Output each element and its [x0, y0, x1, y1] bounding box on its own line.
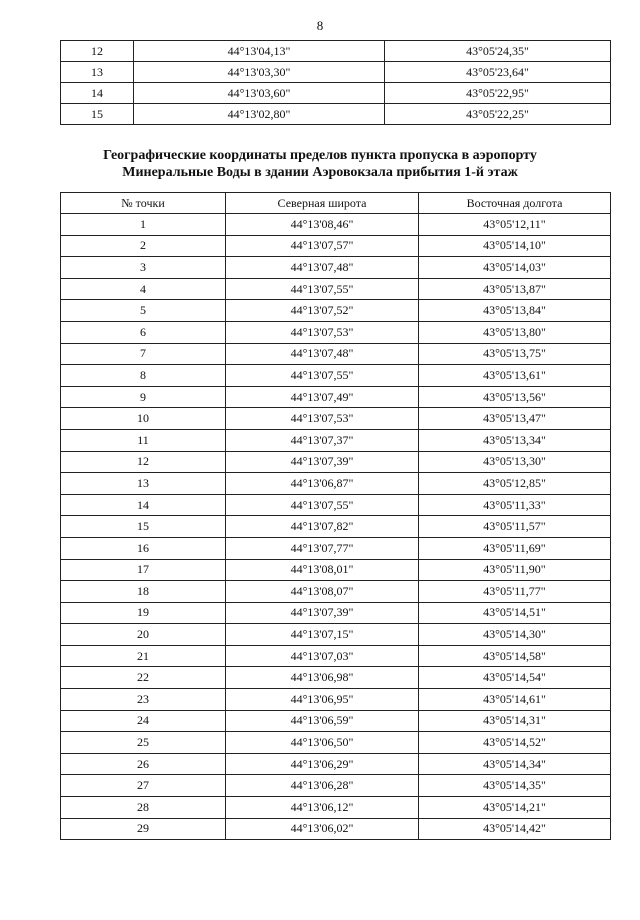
longitude-cell: 43°05'11,90" [419, 559, 611, 581]
point-number-cell: 11 [61, 429, 226, 451]
table-row [61, 537, 611, 559]
longitude-cell: 43°05'14,58" [419, 645, 611, 667]
point-number-cell: 24 [61, 710, 226, 732]
point-number-cell: 6 [61, 321, 226, 343]
longitude-cell: 43°05'13,56" [419, 386, 611, 408]
table-row [61, 386, 611, 408]
table-row [61, 365, 611, 387]
latitude-cell: 44°13'06,98" [226, 667, 419, 689]
table-row [61, 494, 611, 516]
table-row [61, 83, 611, 104]
latitude-cell: 44°13'06,02" [226, 818, 419, 840]
longitude-cell: 43°05'11,77" [419, 581, 611, 603]
point-number-cell: 12 [61, 451, 226, 473]
latitude-cell: 44°13'04,13" [134, 41, 385, 62]
longitude-cell: 43°05'13,80" [419, 321, 611, 343]
point-number-cell: 13 [61, 62, 134, 83]
table-row [61, 300, 611, 322]
table-row [61, 818, 611, 840]
table-row [61, 429, 611, 451]
longitude-cell: 43°05'14,31" [419, 710, 611, 732]
table-row [61, 321, 611, 343]
point-number-cell: 14 [61, 83, 134, 104]
latitude-cell: 44°13'06,95" [226, 689, 419, 711]
latitude-cell: 44°13'07,03" [226, 645, 419, 667]
table-row [61, 235, 611, 257]
coordinates-table-body [61, 214, 611, 840]
latitude-cell: 44°13'06,29" [226, 753, 419, 775]
table-row [61, 41, 611, 62]
section-title [0, 147, 640, 181]
longitude-cell: 43°05'24,35" [385, 41, 611, 62]
latitude-cell: 44°13'08,01" [226, 559, 419, 581]
latitude-cell: 44°13'07,55" [226, 278, 419, 300]
longitude-cell: 43°05'13,30" [419, 451, 611, 473]
latitude-cell: 44°13'07,77" [226, 537, 419, 559]
latitude-cell: 44°13'07,52" [226, 300, 419, 322]
latitude-cell: 44°13'07,57" [226, 235, 419, 257]
point-number-cell: 23 [61, 689, 226, 711]
longitude-cell: 43°05'13,34" [419, 429, 611, 451]
longitude-cell: 43°05'13,61" [419, 365, 611, 387]
latitude-cell: 44°13'02,80" [134, 104, 385, 125]
longitude-cell: 43°05'11,69" [419, 537, 611, 559]
point-number-cell: 26 [61, 753, 226, 775]
point-number-cell: 29 [61, 818, 226, 840]
latitude-cell: 44°13'03,60" [134, 83, 385, 104]
point-number-cell: 15 [61, 516, 226, 538]
latitude-cell: 44°13'07,15" [226, 624, 419, 646]
latitude-cell: 44°13'07,53" [226, 408, 419, 430]
table-row [61, 343, 611, 365]
point-number-cell: 9 [61, 386, 226, 408]
point-number-cell: 4 [61, 278, 226, 300]
table-row [61, 710, 611, 732]
table-row [61, 797, 611, 819]
table-row [61, 278, 611, 300]
latitude-cell: 44°13'08,46" [226, 214, 419, 236]
point-number-cell: 28 [61, 797, 226, 819]
longitude-cell: 43°05'14,34" [419, 753, 611, 775]
point-number-cell: 15 [61, 104, 134, 125]
table-row [61, 62, 611, 83]
longitude-cell: 43°05'23,64" [385, 62, 611, 83]
point-number-cell: 8 [61, 365, 226, 387]
table-row [61, 602, 611, 624]
point-number-cell: 1 [61, 214, 226, 236]
latitude-cell: 44°13'07,82" [226, 516, 419, 538]
table-row [61, 645, 611, 667]
section-title-line-2: Минеральные Воды в здании Аэровокзала прибытия 1-й этаж [122, 165, 518, 180]
header-longitude: Восточная долгота [419, 193, 611, 214]
longitude-cell: 43°05'22,95" [385, 83, 611, 104]
table-row [61, 581, 611, 603]
point-number-cell: 12 [61, 41, 134, 62]
longitude-cell: 43°05'22,25" [385, 104, 611, 125]
table-row [61, 775, 611, 797]
latitude-cell: 44°13'07,37" [226, 429, 419, 451]
latitude-cell: 44°13'06,50" [226, 732, 419, 754]
latitude-cell: 44°13'07,39" [226, 451, 419, 473]
page-number: 8 [316, 18, 324, 33]
point-number-cell: 13 [61, 473, 226, 495]
latitude-cell: 44°13'08,07" [226, 581, 419, 603]
latitude-cell: 44°13'06,12" [226, 797, 419, 819]
point-number-cell: 21 [61, 645, 226, 667]
longitude-cell: 43°05'13,47" [419, 408, 611, 430]
latitude-cell: 44°13'06,87" [226, 473, 419, 495]
point-number-cell: 17 [61, 559, 226, 581]
table-row [61, 104, 611, 125]
latitude-cell: 44°13'06,28" [226, 775, 419, 797]
latitude-cell: 44°13'03,30" [134, 62, 385, 83]
longitude-cell: 43°05'14,42" [419, 818, 611, 840]
longitude-cell: 43°05'11,57" [419, 516, 611, 538]
longitude-cell: 43°05'14,03" [419, 257, 611, 279]
header-latitude: Северная широта [226, 193, 419, 214]
longitude-cell: 43°05'14,35" [419, 775, 611, 797]
point-number-cell: 14 [61, 494, 226, 516]
table-row [61, 257, 611, 279]
latitude-cell: 44°13'06,59" [226, 710, 419, 732]
table-row [61, 753, 611, 775]
point-number-cell: 25 [61, 732, 226, 754]
point-number-cell: 2 [61, 235, 226, 257]
longitude-cell: 43°05'14,30" [419, 624, 611, 646]
point-number-cell: 16 [61, 537, 226, 559]
longitude-cell: 43°05'12,85" [419, 473, 611, 495]
longitude-cell: 43°05'14,21" [419, 797, 611, 819]
point-number-cell: 3 [61, 257, 226, 279]
coordinates-table-continued [60, 40, 611, 125]
point-number-cell: 27 [61, 775, 226, 797]
point-number-cell: 18 [61, 581, 226, 603]
table-row [61, 214, 611, 236]
longitude-cell: 43°05'14,51" [419, 602, 611, 624]
table-header-row [61, 193, 611, 214]
table-row [61, 408, 611, 430]
latitude-cell: 44°13'07,48" [226, 343, 419, 365]
point-number-cell: 5 [61, 300, 226, 322]
table-row [61, 559, 611, 581]
point-number-cell: 7 [61, 343, 226, 365]
table-row [61, 516, 611, 538]
table-row [61, 624, 611, 646]
header-point-number: № точки [61, 193, 226, 214]
table-row [61, 667, 611, 689]
longitude-cell: 43°05'14,54" [419, 667, 611, 689]
latitude-cell: 44°13'07,55" [226, 494, 419, 516]
point-number-cell: 10 [61, 408, 226, 430]
longitude-cell: 43°05'14,10" [419, 235, 611, 257]
coordinates-table-continued-body [61, 41, 611, 125]
longitude-cell: 43°05'12,11" [419, 214, 611, 236]
longitude-cell: 43°05'13,84" [419, 300, 611, 322]
longitude-cell: 43°05'11,33" [419, 494, 611, 516]
latitude-cell: 44°13'07,49" [226, 386, 419, 408]
point-number-cell: 19 [61, 602, 226, 624]
table-row [61, 473, 611, 495]
longitude-cell: 43°05'13,87" [419, 278, 611, 300]
table-row [61, 689, 611, 711]
point-number-cell: 22 [61, 667, 226, 689]
table-row [61, 451, 611, 473]
longitude-cell: 43°05'14,61" [419, 689, 611, 711]
point-number-cell: 20 [61, 624, 226, 646]
latitude-cell: 44°13'07,48" [226, 257, 419, 279]
longitude-cell: 43°05'14,52" [419, 732, 611, 754]
latitude-cell: 44°13'07,53" [226, 321, 419, 343]
table-row [61, 732, 611, 754]
section-title-line-1: Географические координаты пределов пункта пропуска в аэропорту [103, 148, 537, 163]
coordinates-table [60, 192, 611, 840]
latitude-cell: 44°13'07,55" [226, 365, 419, 387]
longitude-cell: 43°05'13,75" [419, 343, 611, 365]
latitude-cell: 44°13'07,39" [226, 602, 419, 624]
